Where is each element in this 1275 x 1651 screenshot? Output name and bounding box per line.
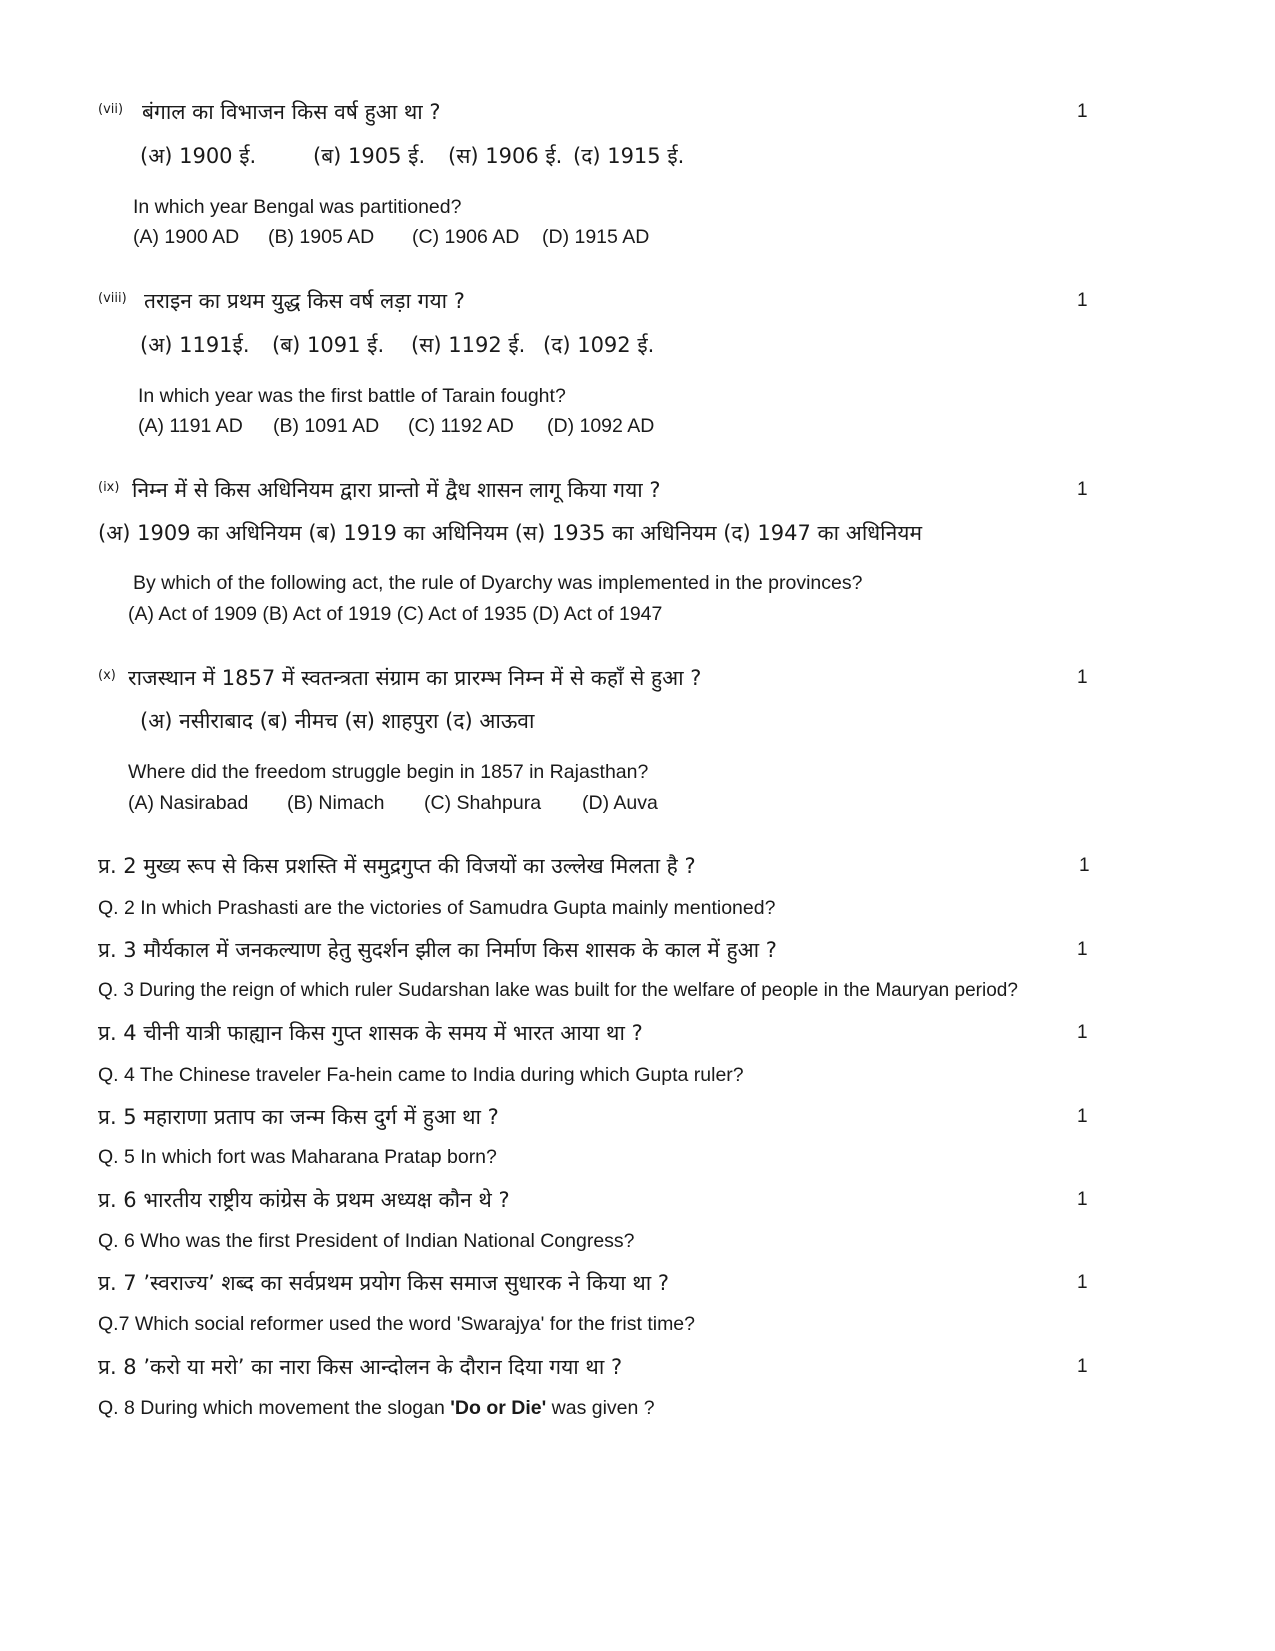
option: (ब) 1905 ई. — [313, 144, 426, 168]
marks: 1 — [1077, 479, 1088, 500]
exam-page: (vii) बंगाल का विभाजन किस वर्ष हुआ था ? 1 (अ) 1900 ई. (ब) 1905 ई. (स) 1906 ई. (द) 1915 ई. In which year Bengal was partitioned? (A) 1900 AD (B) 1905 AD (C) 1906 AD (D) 1915 AD (viii) तराइन का प्रथम युद्ध किस वर्ष लड़ा गया ? 1 (अ) 1191ई. (ब) 1091 ई. (स) 1192 ई. (द) 1092 ई. In which year was the first battle of Tarain fought? (A) 1191 AD (B) 1091 AD (C) 1192 AD (D) 1092 AD (ix) निम्न में से किस अधिनियम द्वारा प्रान्तो में द्वैध शासन लागू किया गया ? 1 (अ) 1909 का अधिनियम (ब) 1919 का अधिनियम (स) 1935 का अधिनियम (द) 1947 का अधिनियम By which of the following act, the rule of Dyarchy was implemented in the provinces? (A) Act of 1909 (B) Act of 1919 (C) Act of 1935 (D) Act of 1947 (x) राजस्थान में 1857 में स्वतन्त्रता संग्राम का प्रारम्भ निम्न में से कहाँ से हुआ ? 1 (अ) नसीराबाद (ब) नीमच (स) शाहपुरा (द) आऊवा Where did the freedom struggle begin in 1857 in Rajasthan? (A) Nasirabad (B) Nimach (C) Shahpura (D) Auva प्र. 2 मुख्य रूप से किस प्रशस्ति में समुद्रगुप्त की विजयों का उल्लेख मिलता है ? 1 Q. 2 In which Prashasti are the victories of Samudra Gupta mainly mentioned? प्र. 3 मौर्यकाल में जनकल्याण हेतु सुदर्शन झील का निर्माण किस शासक के काल में हुआ ? 1 Q. 3 During the reign of which ruler Sudarshan lake was built for the welfare of people in the Mauryan period? प्र. 4 चीनी यात्री फाह्यान किस गुप्त शासक के समय में भारत आया था ? 1 Q. 4 The Chinese traveler Fa-hein came to India during which Gupta ruler? प्र. 5 महाराणा प्रताप का जन्म किस दुर्ग में हुआ था ? 1 Q. 5 In which fort was Maharana Pratap born? प्र. 6 भारतीय राष्ट्रीय कांग्रेस के प्रथम अध्यक्ष कौन थे ? 1 Q. 6 Who was the first President of Indian National Congress? प्र. 7 ’स्वराज्य’ शब्द का सर्वप्रथम प्रयोग किस समाज सुधारक ने किया था ? 1 Q.7 Which social reformer used the word 'Swarajya' for the frist time? प्र. 8 ’करो या मरो’ का नारा किस आन्दोलन के दौरान दिया गया था ? 1 Q. 8 During which movement the slogan 'Do or Die' was given ? — [98, 100, 1090, 1419]
option: (स) 1906 ई. — [448, 144, 563, 168]
option: (द) 1092 ई. — [543, 333, 655, 357]
marks: 1 — [1077, 290, 1088, 311]
question-text-hindi: बंगाल का विभाजन किस वर्ष हुआ था ? — [142, 100, 441, 124]
marks: 1 — [1077, 1189, 1088, 1210]
question-text-hindi: प्र. 8 ’करो या मरो’ का नारा किस आन्दोलन के दौरान दिया गया था ? — [98, 1355, 623, 1379]
marks: 1 — [1079, 855, 1090, 876]
marks: 1 — [1077, 1022, 1088, 1043]
question-number: (x) — [98, 668, 116, 683]
question-text-hindi: प्र. 3 मौर्यकाल में जनकल्याण हेतु सुदर्शन झील का निर्माण किस शासक के काल में हुआ ? — [98, 938, 777, 962]
option: (C) 1192 AD — [408, 415, 514, 437]
question-text-hindi: प्र. 4 चीनी यात्री फाह्यान किस गुप्त शासक के समय में भारत आया था ? — [98, 1021, 643, 1045]
marks: 1 — [1077, 667, 1088, 688]
option: (ब) 1091 ई. — [272, 333, 385, 357]
option: (D) Auva — [582, 792, 658, 814]
option: (B) 1091 AD — [273, 415, 380, 437]
question-text-hindi: प्र. 2 मुख्य रूप से किस प्रशस्ति में समुद्रगुप्त की विजयों का उल्लेख मिलता है ? — [98, 854, 696, 878]
question-number: (viii) — [98, 291, 127, 306]
option: (A) Nasirabad — [128, 792, 249, 814]
option: (D) 1915 AD — [542, 226, 650, 248]
option: (A) 1191 AD — [138, 415, 243, 437]
marks: 1 — [1077, 1106, 1088, 1127]
option: (C) Shahpura — [424, 792, 542, 814]
marks: 1 — [1077, 1272, 1088, 1293]
marks: 1 — [1077, 101, 1088, 122]
question-number: (vii) — [98, 102, 124, 117]
option: (अ) 1900 ई. — [140, 144, 257, 168]
option: (C) 1906 AD — [412, 226, 520, 248]
question-text-hindi: प्र. 7 ’स्वराज्य’ शब्द का सर्वप्रथम प्रयोग किस समाज सुधारक ने किया था ? — [98, 1271, 670, 1295]
option: (D) 1092 AD — [547, 415, 655, 437]
question-text-hindi: निम्न में से किस अधिनियम द्वारा प्रान्तो में द्वैध शासन लागू किया गया ? — [132, 478, 661, 502]
marks: 1 — [1077, 1356, 1088, 1377]
question-text-hindi: प्र. 6 भारतीय राष्ट्रीय कांग्रेस के प्रथम अध्यक्ष कौन थे ? — [98, 1188, 510, 1212]
option: (स) 1192 ई. — [411, 333, 526, 357]
option: (B) Nimach — [287, 792, 385, 814]
option: (B) 1905 AD — [268, 226, 375, 248]
question-text-hindi: तराइन का प्रथम युद्ध किस वर्ष लड़ा गया ? — [144, 289, 465, 313]
option: (A) 1900 AD — [133, 226, 240, 248]
option: (द) 1915 ई. — [573, 144, 685, 168]
question-text-hindi: प्र. 5 महाराणा प्रताप का जन्म किस दुर्ग में हुआ था ? — [98, 1105, 499, 1129]
question-text-hindi: राजस्थान में 1857 में स्वतन्त्रता संग्राम का प्रारम्भ निम्न में से कहाँ से हुआ ? — [128, 666, 702, 690]
slogan-bold: 'Do or Die' — [450, 1397, 547, 1419]
question-number: (ix) — [98, 480, 120, 495]
option: (अ) 1191ई. — [140, 333, 250, 357]
marks: 1 — [1077, 939, 1088, 960]
